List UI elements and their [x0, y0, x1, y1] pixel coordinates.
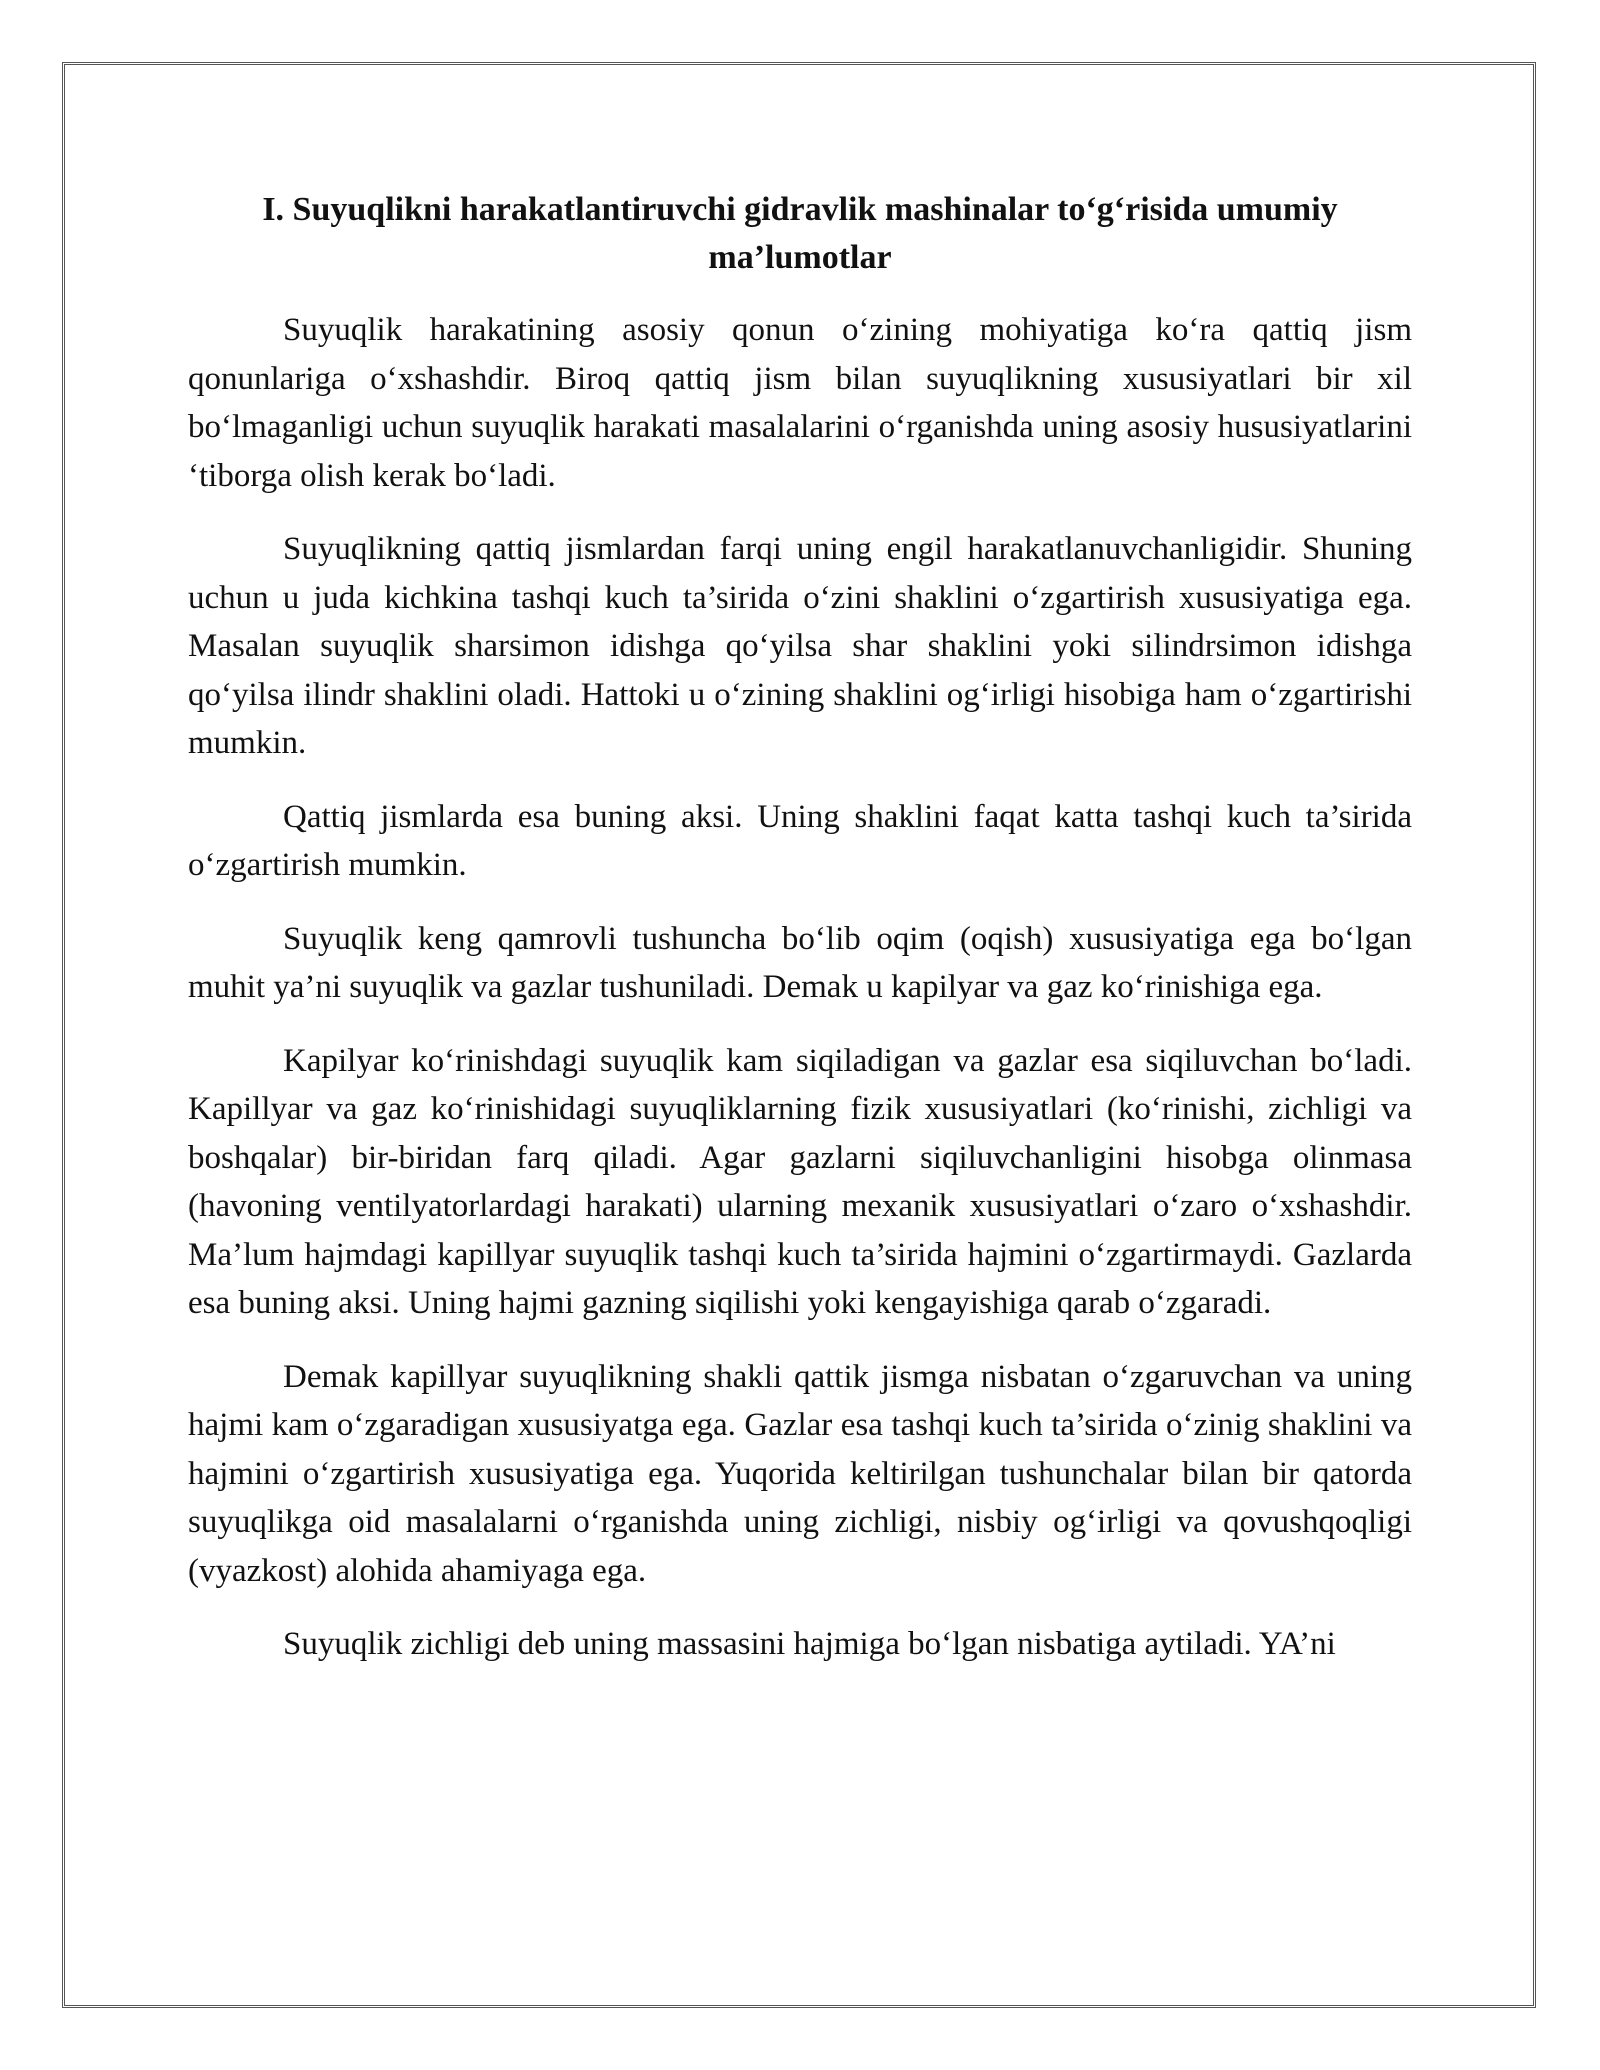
paragraph-7: Suyuqlik zichligi deb uning massasini hajmiga bo‘lgan nisbatiga aytiladi. YA’ni — [283, 1626, 1336, 1662]
paragraph-4: Suyuqlik keng qamrovli tushuncha bo‘lib oqim (oqish) xususiyatiga ega bo‘lgan muhit ya’ni suyuqlik va gazlar tushuniladi. Demak u kapilyar va gaz ko‘rinishiga ega. — [188, 920, 1412, 1005]
paragraph-3: Qattiq jismlarda esa buning aksi. Uning shaklini faqat katta tashqi kuch ta’sirida o‘zgartirish mumkin. — [188, 798, 1412, 883]
paragraph-5: Kapilyar ko‘rinishdagi suyuqlik kam siqiladigan va gazlar esa siqiluvchan bo‘ladi. Kapillyar va gaz ko‘rinishidagi suyuqliklarning fizik xususiyatlari (ko‘rinishi, zichligi va boshqalar) bir-biridan farq qiladi. Agar gazlarni siqiluvchanligini hisobga olinmasa (havoning ventilyatorlardagi harakati) ularning mexanik xususiyatlari o‘zaro o‘xshashdir. Ma’lum hajmdagi kapillyar suyuqlik tashqi kuch ta’sirida hajmini o‘zgartirmaydi. Gazlarda esa buning aksi. Uning hajmi gazning siqilishi yoki kengayishiga qarab o‘zgaradi. — [188, 1042, 1412, 1321]
paragraph-1: Suyuqlik harakatining asosiy qonun o‘zining mohiyatiga ko‘ra qattiq jism qonunlariga o‘xshashdir. Biroq qattiq jism bilan suyuqlikning xususiyatlari bir xil bo‘lmaganligi uchun suyuqlik harakati masalalarini o‘rganishda uning asosiy hususiyatlarini ‘tiborga olish kerak bo‘ladi. — [188, 312, 1412, 494]
document-title: I. Suyuqlikni harakatlantiruvchi gidravlik mashinalar to‘g‘risida umumiy ma’lumotlar — [262, 191, 1338, 276]
paragraph-2: Suyuqlikning qattiq jismlardan farqi uning engil harakatlanuvchanligidir. Shuning uchun u juda kichkina tashqi kuch ta’sirida o‘zini shaklini o‘zgartirish xususiyatiga ega. Masalan suyuqlik sharsimon idishga qo‘yilsa shar shaklini yoki silindrsimon idishga qo‘yilsa ilindr shaklini oladi. Hattoki u o‘zining shaklini og‘irligi hisobiga ham o‘zgartirishi mumkin. — [188, 531, 1412, 761]
document-body — [188, 186, 1412, 1694]
paragraph-6: Demak kapillyar suyuqlikning shakli qattik jismga nisbatan o‘zgaruvchan va uning hajmi kam o‘zgaradigan xususiyatga ega. Gazlar esa tashqi kuch ta’sirida o‘zinig shaklini va hajmini o‘zgartirish xususiyatiga ega. Yuqorida keltirilgan tushunchalar bilan bir qatorda suyuqlikga oid masalalarni o‘rganishda uning zichligi, nisbiy og‘irligi va qovushqoqligi (vyazkost) alohida ahamiyaga ega. — [188, 1358, 1412, 1589]
